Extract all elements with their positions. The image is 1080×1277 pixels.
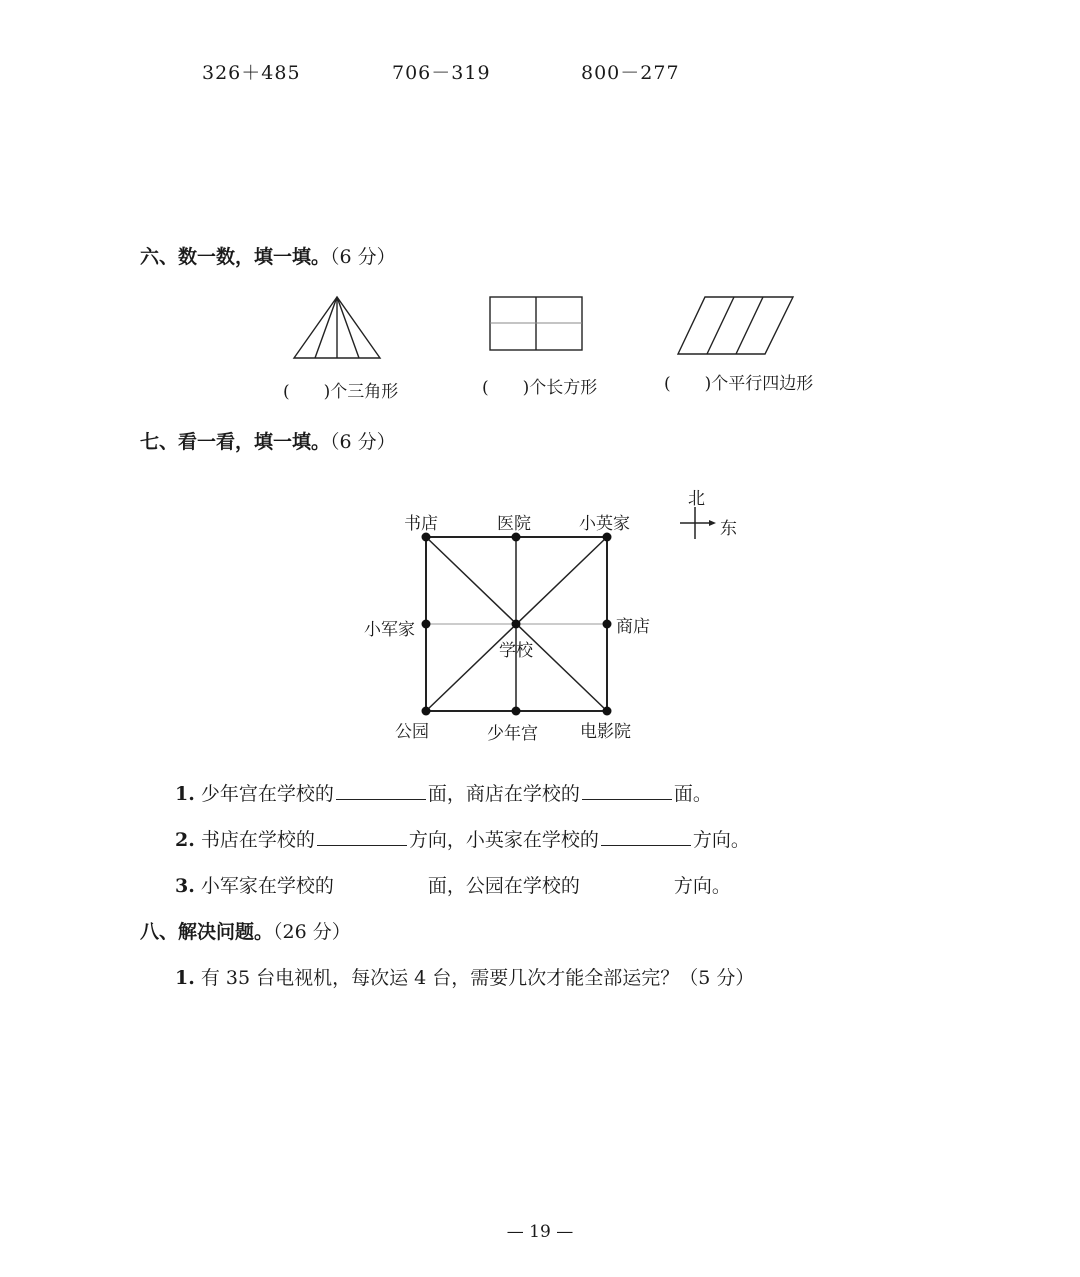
map-label-hospital: 医院 [497, 514, 531, 534]
section-8-title: 八、解决问题。 [140, 921, 274, 943]
map-label-school: 学校 [499, 641, 533, 661]
question-7-2 [175, 825, 750, 852]
rectangle-count-label: ( )个长方形 [482, 378, 598, 398]
compass-icon [675, 505, 720, 541]
map-label-shop: 商店 [616, 617, 650, 637]
map-label-park: 公园 [395, 722, 429, 742]
question-text: 方向。 [692, 829, 750, 851]
section-7-heading [140, 427, 396, 454]
section-6-points: （6 分） [330, 246, 396, 268]
map-label-xiaoying-home: 小英家 [579, 514, 630, 534]
question-7-1 [175, 779, 712, 806]
rectangle-figure [488, 295, 585, 353]
direction-map [415, 527, 617, 722]
answer-space[interactable] [582, 874, 672, 892]
section-8-heading [140, 917, 351, 944]
answer-blank[interactable] [317, 827, 407, 846]
compass-east-label: 东 [720, 519, 737, 539]
question-number: 1. [175, 967, 195, 989]
section-7-title: 七、看一看，填一填。 [140, 431, 331, 453]
calc-2: 706－319 [392, 62, 491, 84]
question-text: 少年宫在学校的 [200, 783, 334, 805]
map-label-xiaojun-home: 小军家 [364, 620, 415, 640]
parallelogram-figure [675, 294, 797, 357]
calc-1: 326＋485 [202, 62, 301, 84]
question-8-1 [175, 963, 754, 990]
answer-blank[interactable] [601, 827, 691, 846]
question-number: 3. [175, 875, 195, 897]
question-text: 方向，小英家在学校的 [408, 829, 599, 851]
triangle-count-label: ( )个三角形 [283, 382, 399, 402]
compass-north-label: 北 [688, 489, 705, 509]
question-text: 面，公园在学校的 [427, 875, 580, 897]
question-text: 有 35 台电视机，每次运 4 台，需要几次才能全部运完？（5 分） [200, 967, 755, 989]
page-number: — 19 — [506, 1222, 574, 1242]
question-text: 面。 [673, 783, 712, 805]
answer-blank[interactable] [336, 781, 426, 800]
answer-space[interactable] [336, 874, 426, 892]
question-number: 2. [175, 829, 195, 851]
map-label-bookstore: 书店 [404, 514, 438, 534]
calc-3: 800－277 [581, 62, 680, 84]
section-6-heading [140, 242, 396, 269]
parallelogram-count-label: ( )个平行四边形 [664, 374, 814, 394]
map-label-youth-palace: 少年宫 [487, 724, 538, 744]
question-number: 1. [175, 783, 195, 805]
section-7-points: （6 分） [330, 431, 396, 453]
question-7-3 [175, 871, 731, 898]
question-text: 书店在学校的 [200, 829, 315, 851]
question-text: 方向。 [673, 875, 731, 897]
question-text: 小军家在学校的 [200, 875, 334, 897]
question-text: 面，商店在学校的 [427, 783, 580, 805]
section-6-title: 六、数一数，填一填。 [140, 246, 331, 268]
triangle-figure [290, 294, 385, 362]
answer-blank[interactable] [582, 781, 672, 800]
section-8-points: （26 分） [273, 921, 351, 943]
map-label-cinema: 电影院 [580, 722, 631, 742]
